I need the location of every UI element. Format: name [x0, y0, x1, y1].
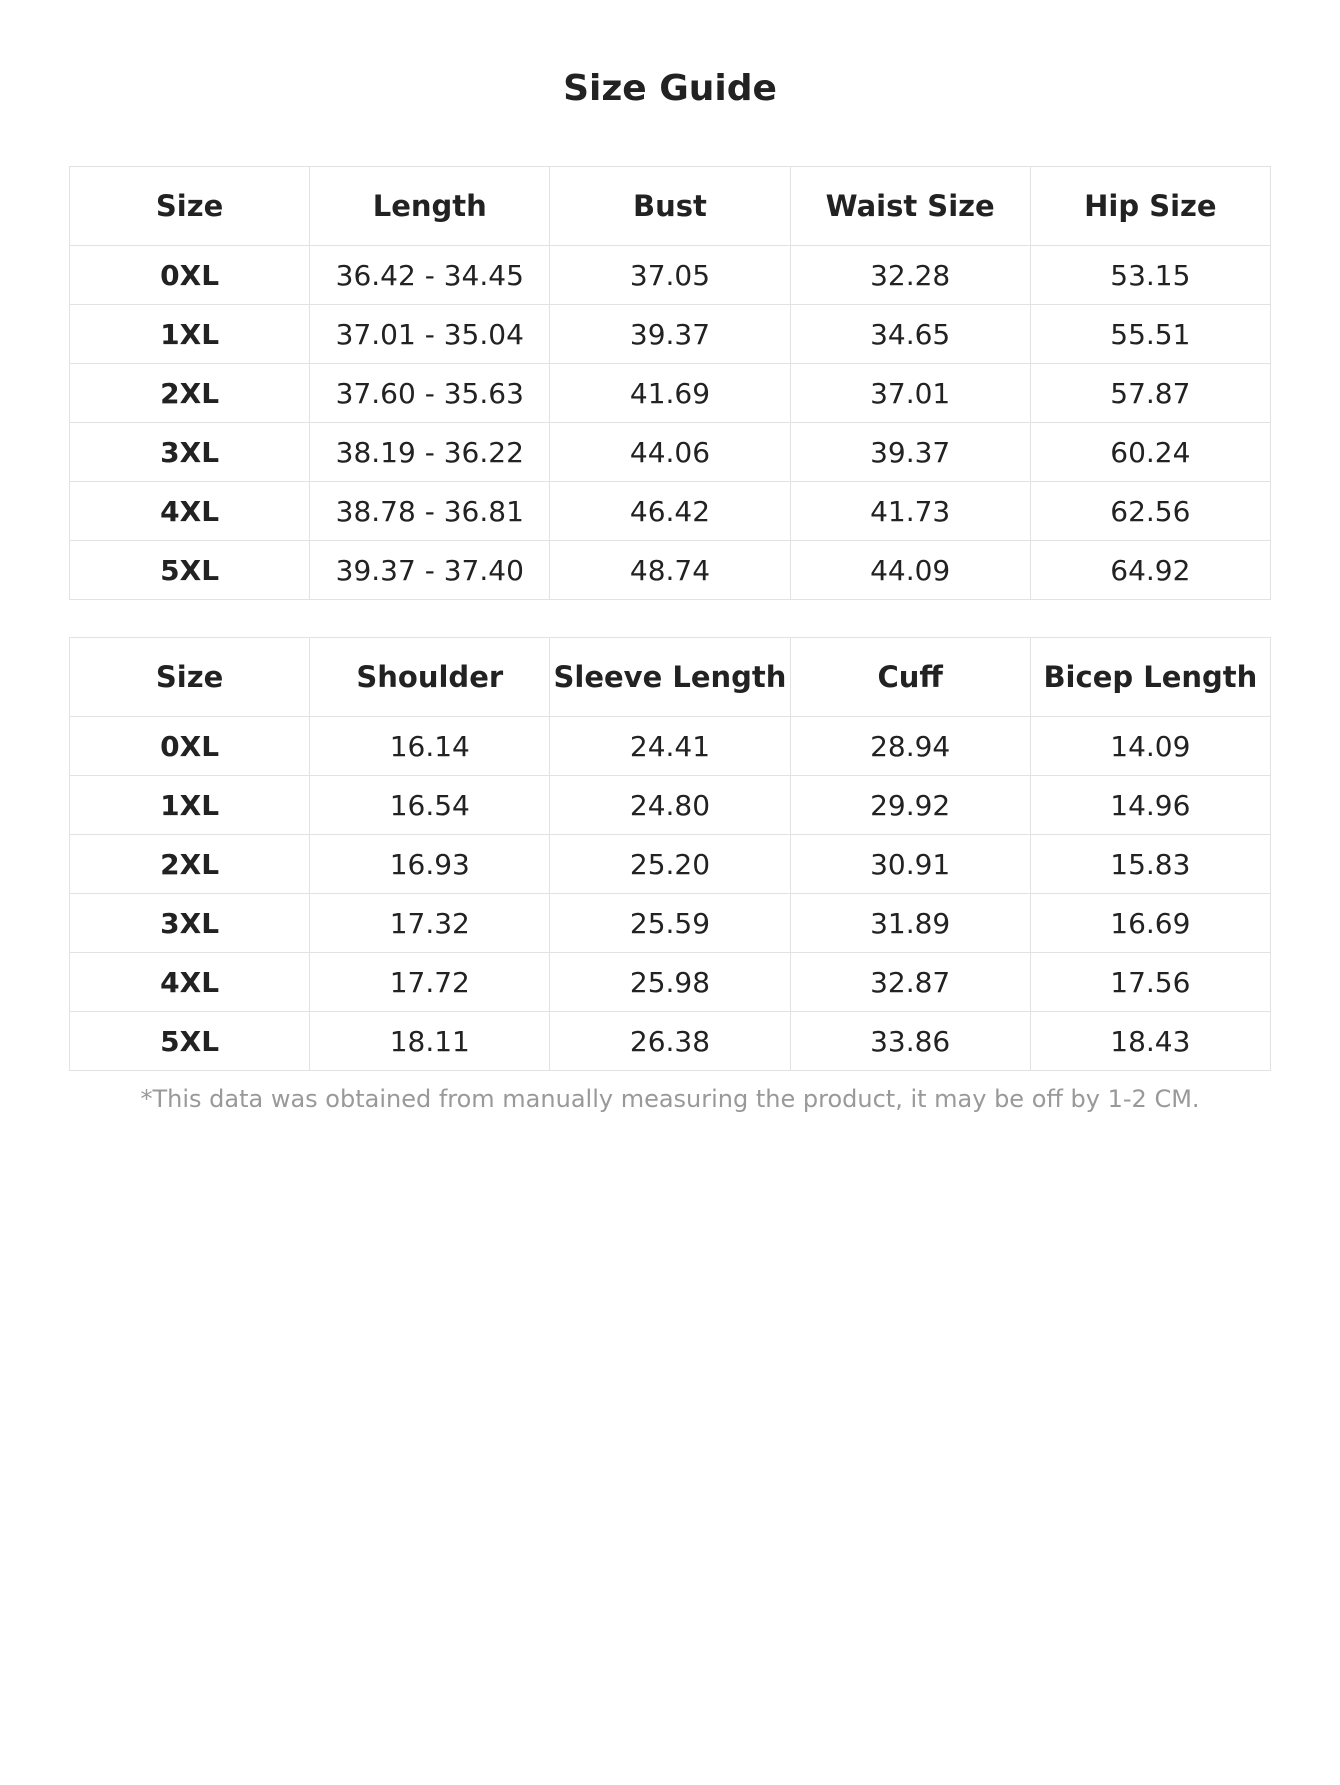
sleeve-length-value: 25.20	[550, 835, 790, 894]
size-label: 0XL	[70, 717, 310, 776]
table-row	[70, 541, 1271, 600]
table-row	[70, 717, 1271, 776]
column-header-length: Length	[310, 167, 550, 246]
table-row	[70, 1012, 1271, 1071]
length-value: 39.37 - 37.40	[310, 541, 550, 600]
sleeve-length-value: 26.38	[550, 1012, 790, 1071]
waist-size-value: 32.28	[790, 246, 1030, 305]
bicep-length-value: 14.09	[1030, 717, 1270, 776]
size-label: 3XL	[70, 423, 310, 482]
size-table-arm-measurements	[69, 637, 1271, 1071]
bicep-length-value: 15.83	[1030, 835, 1270, 894]
column-header-hip-size: Hip Size	[1030, 167, 1270, 246]
column-header-shoulder: Shoulder	[310, 638, 550, 717]
hip-size-value: 53.15	[1030, 246, 1270, 305]
cuff-value: 28.94	[790, 717, 1030, 776]
table-row	[70, 835, 1271, 894]
size-label: 0XL	[70, 246, 310, 305]
cuff-value: 31.89	[790, 894, 1030, 953]
table-row	[70, 364, 1271, 423]
shoulder-value: 17.32	[310, 894, 550, 953]
shoulder-value: 18.11	[310, 1012, 550, 1071]
sleeve-length-value: 25.98	[550, 953, 790, 1012]
waist-size-value: 37.01	[790, 364, 1030, 423]
size-label: 4XL	[70, 482, 310, 541]
sleeve-length-value: 24.41	[550, 717, 790, 776]
length-value: 38.19 - 36.22	[310, 423, 550, 482]
length-value: 36.42 - 34.45	[310, 246, 550, 305]
cuff-value: 29.92	[790, 776, 1030, 835]
bicep-length-value: 18.43	[1030, 1012, 1270, 1071]
table-row	[70, 776, 1271, 835]
size-label: 2XL	[70, 364, 310, 423]
bust-value: 48.74	[550, 541, 790, 600]
hip-size-value: 62.56	[1030, 482, 1270, 541]
column-header-bust: Bust	[550, 167, 790, 246]
shoulder-value: 16.93	[310, 835, 550, 894]
column-header-sleeve-length: Sleeve Length	[550, 638, 790, 717]
bust-value: 39.37	[550, 305, 790, 364]
bust-value: 37.05	[550, 246, 790, 305]
size-table-body-measurements	[69, 166, 1271, 600]
sleeve-length-value: 24.80	[550, 776, 790, 835]
size-label: 5XL	[70, 1012, 310, 1071]
sleeve-length-value: 25.59	[550, 894, 790, 953]
measurement-disclaimer: *This data was obtained from manually measuring the product, it may be off by 1-2 CM.	[140, 1085, 1200, 1113]
size-label: 3XL	[70, 894, 310, 953]
size-label: 1XL	[70, 776, 310, 835]
hip-size-value: 57.87	[1030, 364, 1270, 423]
bicep-length-value: 16.69	[1030, 894, 1270, 953]
waist-size-value: 34.65	[790, 305, 1030, 364]
cuff-value: 30.91	[790, 835, 1030, 894]
bust-value: 44.06	[550, 423, 790, 482]
size-label: 1XL	[70, 305, 310, 364]
shoulder-value: 16.14	[310, 717, 550, 776]
table-row	[70, 305, 1271, 364]
hip-size-value: 55.51	[1030, 305, 1270, 364]
table-row	[70, 953, 1271, 1012]
bicep-length-value: 14.96	[1030, 776, 1270, 835]
table-row	[70, 482, 1271, 541]
column-header-cuff: Cuff	[790, 638, 1030, 717]
table-row	[70, 894, 1271, 953]
waist-size-value: 44.09	[790, 541, 1030, 600]
length-value: 38.78 - 36.81	[310, 482, 550, 541]
shoulder-value: 16.54	[310, 776, 550, 835]
column-header-size: Size	[70, 167, 310, 246]
size-label: 5XL	[70, 541, 310, 600]
table-header-row	[70, 167, 1271, 246]
waist-size-value: 41.73	[790, 482, 1030, 541]
size-label: 2XL	[70, 835, 310, 894]
length-value: 37.60 - 35.63	[310, 364, 550, 423]
size-label: 4XL	[70, 953, 310, 1012]
table-row	[70, 423, 1271, 482]
hip-size-value: 64.92	[1030, 541, 1270, 600]
bust-value: 41.69	[550, 364, 790, 423]
hip-size-value: 60.24	[1030, 423, 1270, 482]
table-header-row	[70, 638, 1271, 717]
column-header-bicep-length: Bicep Length	[1030, 638, 1270, 717]
length-value: 37.01 - 35.04	[310, 305, 550, 364]
bust-value: 46.42	[550, 482, 790, 541]
cuff-value: 32.87	[790, 953, 1030, 1012]
page-title: Size Guide	[563, 68, 777, 109]
bicep-length-value: 17.56	[1030, 953, 1270, 1012]
cuff-value: 33.86	[790, 1012, 1030, 1071]
shoulder-value: 17.72	[310, 953, 550, 1012]
waist-size-value: 39.37	[790, 423, 1030, 482]
column-header-size: Size	[70, 638, 310, 717]
table-row	[70, 246, 1271, 305]
column-header-waist-size: Waist Size	[790, 167, 1030, 246]
